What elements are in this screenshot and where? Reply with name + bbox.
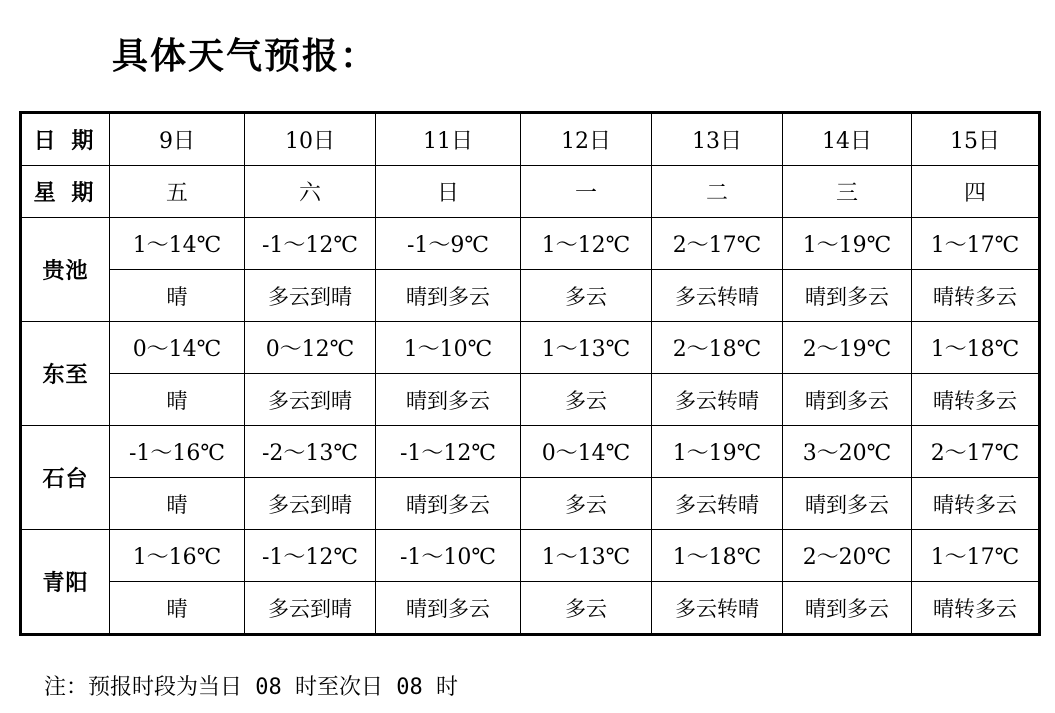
weather-cell: 晴到多云 [376, 582, 521, 635]
page-title: 具体天气预报： [112, 36, 379, 77]
weekday-cell: 三 [783, 166, 912, 218]
weather-cell: 晴转多云 [912, 374, 1040, 426]
footnote: 注：预报时段为当日 08 时至次日 08 时 [44, 675, 458, 700]
temperature-cell: -1～16℃ [110, 426, 245, 478]
temperature-cell: 2～18℃ [652, 322, 783, 374]
weather-cell: 多云到晴 [245, 582, 376, 635]
date-cell: 9日 [110, 113, 245, 166]
temperature-cell: 1～19℃ [652, 426, 783, 478]
weekday-label: 星 期 [21, 166, 110, 218]
weather-cell: 晴 [110, 270, 245, 322]
temperature-cell: -1～10℃ [376, 530, 521, 582]
weather-row [21, 270, 1040, 322]
temperature-cell: 2～17℃ [912, 426, 1040, 478]
weather-cell: 多云转晴 [652, 582, 783, 635]
weekday-cell: 四 [912, 166, 1040, 218]
date-cell: 14日 [783, 113, 912, 166]
weather-cell: 晴转多云 [912, 478, 1040, 530]
weather-cell: 多云转晴 [652, 374, 783, 426]
temperature-row [21, 426, 1040, 478]
temperature-cell: 3～20℃ [783, 426, 912, 478]
temperature-cell: -1～12℃ [245, 218, 376, 270]
temperature-cell: -1～12℃ [376, 426, 521, 478]
temperature-cell: 1～13℃ [521, 530, 652, 582]
date-cell: 13日 [652, 113, 783, 166]
weather-cell: 晴到多云 [376, 374, 521, 426]
weekday-cell: 日 [376, 166, 521, 218]
date-cell: 10日 [245, 113, 376, 166]
temperature-cell: 2～17℃ [652, 218, 783, 270]
weather-cell: 多云 [521, 582, 652, 635]
temperature-cell: 2～19℃ [783, 322, 912, 374]
temperature-cell: 2～20℃ [783, 530, 912, 582]
weather-row [21, 478, 1040, 530]
weather-cell: 晴 [110, 478, 245, 530]
weather-cell: 晴到多云 [376, 270, 521, 322]
date-label: 日 期 [21, 113, 110, 166]
weekday-cell: 五 [110, 166, 245, 218]
temperature-row [21, 322, 1040, 374]
station-name: 石台 [21, 426, 110, 530]
weather-cell: 晴转多云 [912, 582, 1040, 635]
date-header-row [21, 113, 1040, 166]
weekday-cell: 一 [521, 166, 652, 218]
weather-cell: 多云 [521, 478, 652, 530]
temperature-row [21, 530, 1040, 582]
date-cell: 11日 [376, 113, 521, 166]
date-cell: 15日 [912, 113, 1040, 166]
station-name: 东至 [21, 322, 110, 426]
weather-cell: 多云转晴 [652, 270, 783, 322]
weather-cell: 多云到晴 [245, 374, 376, 426]
temperature-cell: 1～18℃ [912, 322, 1040, 374]
temperature-row [21, 218, 1040, 270]
temperature-cell: 1～17℃ [912, 530, 1040, 582]
weather-cell: 晴 [110, 374, 245, 426]
temperature-cell: 1～19℃ [783, 218, 912, 270]
temperature-cell: -1～9℃ [376, 218, 521, 270]
date-cell: 12日 [521, 113, 652, 166]
temperature-cell: 1～17℃ [912, 218, 1040, 270]
temperature-cell: 1～10℃ [376, 322, 521, 374]
weather-cell: 多云到晴 [245, 478, 376, 530]
temperature-cell: -1～12℃ [245, 530, 376, 582]
weather-cell: 晴到多云 [783, 270, 912, 322]
weather-cell: 晴到多云 [783, 582, 912, 635]
weather-cell: 晴 [110, 582, 245, 635]
weather-cell: 晴到多云 [783, 478, 912, 530]
station-name: 贵池 [21, 218, 110, 322]
temperature-cell: 0～12℃ [245, 322, 376, 374]
weather-row [21, 374, 1040, 426]
temperature-cell: -2～13℃ [245, 426, 376, 478]
temperature-cell: 0～14℃ [110, 322, 245, 374]
temperature-cell: 1～13℃ [521, 322, 652, 374]
weekday-cell: 二 [652, 166, 783, 218]
temperature-cell: 0～14℃ [521, 426, 652, 478]
station-name: 青阳 [21, 530, 110, 635]
weather-cell: 多云 [521, 270, 652, 322]
weather-row [21, 582, 1040, 635]
temperature-cell: 1～12℃ [521, 218, 652, 270]
weather-cell: 多云 [521, 374, 652, 426]
weather-cell: 多云转晴 [652, 478, 783, 530]
weekday-header-row [21, 166, 1040, 218]
temperature-cell: 1～18℃ [652, 530, 783, 582]
weather-cell: 晴转多云 [912, 270, 1040, 322]
weather-cell: 晴到多云 [376, 478, 521, 530]
weather-cell: 多云到晴 [245, 270, 376, 322]
forecast-table-body [21, 113, 1040, 635]
forecast-table [19, 111, 1041, 636]
temperature-cell: 1～16℃ [110, 530, 245, 582]
weekday-cell: 六 [245, 166, 376, 218]
weather-cell: 晴到多云 [783, 374, 912, 426]
temperature-cell: 1～14℃ [110, 218, 245, 270]
